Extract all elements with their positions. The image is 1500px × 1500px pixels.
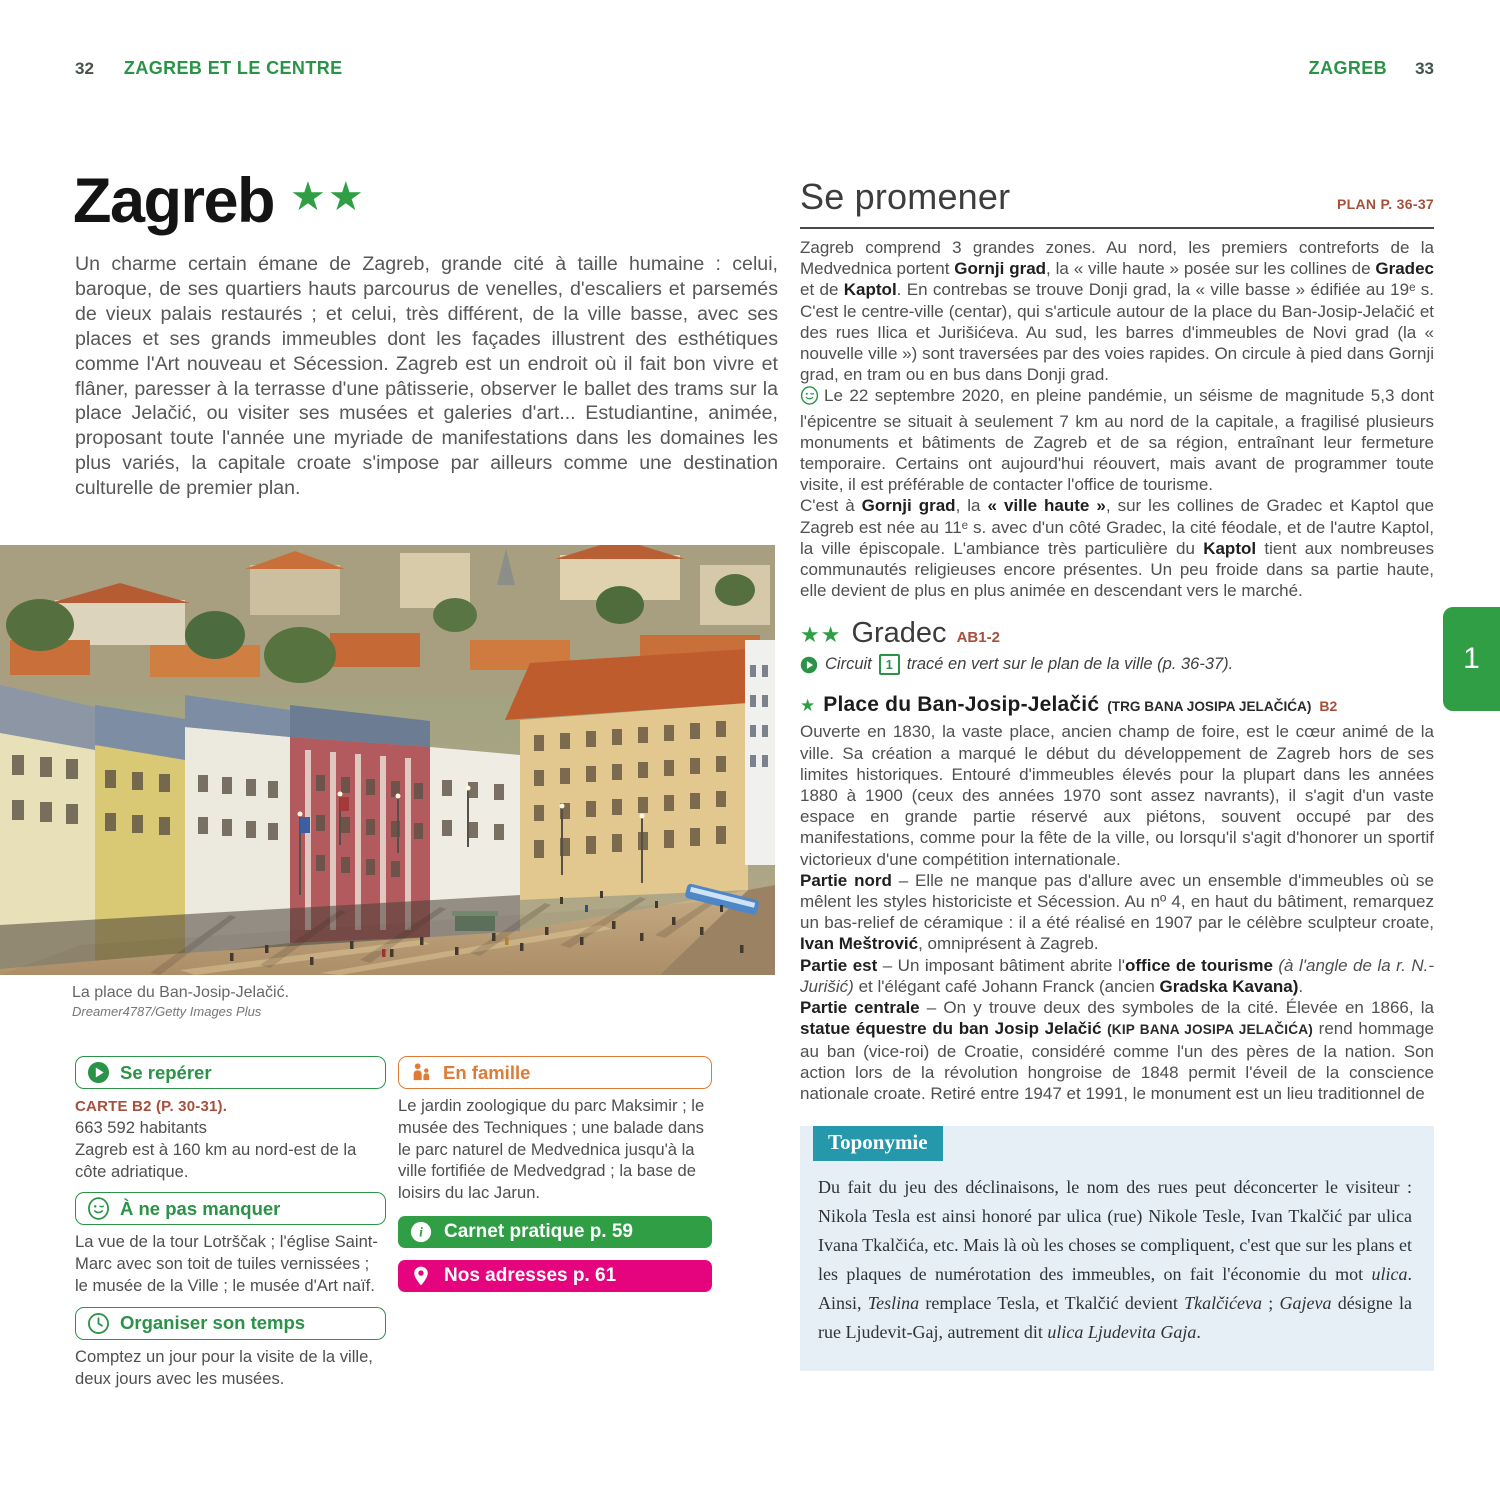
family-icon bbox=[410, 1061, 433, 1084]
paragraph-gornji: C'est à Gornji grad, la « ville haute », sur les collines de Gradec et Kaptol que Zagreb est née au 11ᵉ s. avec d'un côté Gradec, la cité féodale, et de l'autre Kaptol, la ville épiscopale. L'ambiance très particulière du Kaptol tient aux nombreuses communautés religieuses encore présentes. Un peu froide dans sa partie haute, elle devient de plus en plus animée en descendant vers le marché. bbox=[800, 496, 1434, 601]
caption-text: La place du Ban-Josip-Jelačić. bbox=[72, 984, 290, 1001]
carnet-pratique-button[interactable] bbox=[398, 1216, 712, 1248]
paragraph-place: Ouverte en 1830, la vaste place, ancien champ de foire, est le cœur animé de la ville. Sa création a marqué le début du développement de Zagreb hors de ses limites historiques. Entouré d'immeubles élevés pour la plupart dans les années 1880 à 1900 (ceux des années 1970 sont assez navrants), il s'agit d'un vaste espace en grande partie réservé aux piétons, souvent occupé par des manifestations, comme pour la fête de la ville, ou lorsqu'il s'agit d'honorer un sportif victorieux d'une compétition internationale. bbox=[800, 722, 1434, 869]
circuit-rest: tracé en vert sur le plan de la ville (p. 36-37). bbox=[906, 655, 1234, 674]
population: 663 592 habitants bbox=[75, 1118, 207, 1137]
en-famille-label: En famille bbox=[443, 1061, 531, 1083]
toponymie-box bbox=[800, 1126, 1434, 1371]
hero-photo bbox=[0, 545, 775, 975]
plan-reference[interactable]: PLAN P. 36-37 bbox=[1336, 196, 1434, 212]
gradec-title: Gradec bbox=[851, 617, 947, 650]
a-ne-pas-manquer-box bbox=[75, 1192, 386, 1225]
circuit-word: Circuit bbox=[825, 655, 872, 674]
practical-column-left bbox=[75, 1056, 386, 1389]
organiser-text: Comptez un jour pour la visite de la ville, deux jours avec les musées. bbox=[75, 1346, 373, 1388]
en-famille-box bbox=[398, 1056, 712, 1089]
left-folio: 32 bbox=[75, 59, 94, 78]
se-reperer-box bbox=[75, 1056, 386, 1089]
svg-text:i: i bbox=[419, 1224, 423, 1240]
place-title: Place du Ban-Josip-Jelačić bbox=[823, 693, 1100, 717]
toponymie-text: Du fait du jeu des déclinaisons, le nom des rues peut déconcerter le visiteur : Nikola Tesla est ainsi honoré par ulica (rue) Nikole Tesle, Ivan Tkalčić par ulica Ivana Tkalčića, etc. Mais là où les choses se compliquent, c'est que sur les plans et les plaques de numérotation des immeubles, on fait l'économie du mot ulica. Ainsi, Teslina remplace Tesla, et Tkalčić devient Tkalčićeva ; Gajeva désigne la rue Ljudevit-Gaj, autrement dit ulica Ljudevita Gaja. bbox=[818, 1177, 1412, 1343]
info-icon bbox=[410, 1221, 432, 1243]
paragraph-seisme-text: Le 22 septembre 2020, en pleine pandémie, un séisme de magnitude 5,3 dont l'épicentre se situait à seulement 7 km au nord de la capitale, a fragilisé plusieurs monuments et bâtiments de Zagreb et de sa région, entraînant leur fermeture temporaire. Certains ont aujourd'hui réouvert, mais avant de programmer toute visite, il est préférable de contacter l'office de tourisme. bbox=[800, 386, 1434, 495]
section-title: Se promener bbox=[800, 176, 1011, 217]
page-title bbox=[73, 165, 366, 237]
right-running-title: ZAGREB bbox=[1308, 58, 1388, 78]
paragraph-zones: Zagreb comprend 3 grandes zones. Au nord, les premiers contreforts de la Medvednica portent Gornji grad, la « ville haute » posée sur les collines de Gradec et de Kaptol. En contrebas se trouve Donji grad, la « ville basse » édifiée au 19ᵉ s. C'est le centre-ville (centar), qui s'articule autour de la place du Ban-Josip-Jelačić et des rues Ilica et Jurišićeva. Au sud, les barres d'immeubles de Novi grad (la « nouvelle ville ») sont traversées par des voies rapides. On circule à pied dans Gornji grad, en tram ou en bus dans Donji grad. bbox=[800, 238, 1434, 385]
square-photo-illustration bbox=[0, 545, 775, 975]
left-running-title: ZAGREB ET LE CENTRE bbox=[123, 58, 343, 78]
play-icon bbox=[800, 656, 818, 674]
pin-icon bbox=[410, 1265, 432, 1287]
paragraph-seisme bbox=[800, 385, 1434, 495]
map-reference[interactable]: CARTE B2 (P. 30-31). bbox=[75, 1098, 228, 1115]
city-title: Zagreb bbox=[73, 166, 275, 236]
right-folio: 33 bbox=[1415, 59, 1434, 78]
gradec-heading bbox=[800, 617, 1434, 650]
play-icon bbox=[87, 1061, 110, 1084]
circuit-reference[interactable] bbox=[800, 654, 1434, 675]
gradec-map-ref[interactable]: AB1-2 bbox=[956, 629, 1000, 647]
place-heading bbox=[800, 693, 1434, 717]
chapter-tab[interactable]: 1 bbox=[1443, 607, 1500, 711]
place-map-ref[interactable]: B2 bbox=[1319, 698, 1338, 715]
circuit-number-badge: 1 bbox=[879, 654, 900, 675]
paragraph-partie-est: Partie est – Un imposant bâtiment abrite l'office de tourisme (à l'angle de la r. N.-Jurišić) et l'élégant café Johann Franck (ancien Gradska Kavana). bbox=[800, 955, 1435, 996]
distance-info: Zagreb est à 160 km au nord-est de la côte adriatique. bbox=[75, 1139, 357, 1181]
practical-column-mid bbox=[398, 1056, 712, 1292]
photo-caption bbox=[72, 984, 289, 1019]
intro-paragraph: Un charme certain émane de Zagreb, grande cité à taille humaine : celui, baroque, de ses quartiers hauts parcourus de venelles, d'escaliers et parsemés de vieux palais restaurés ; et celui, très différent, de la ville basse, avec ses places et ses grands immeubles dont les façades illustrent des esthétiques comme l'Art nouveau et Sécession. Zagreb est un endroit où il fait bon vivre et flâner, paresser à la terrasse d'une pâtisserie, observer le ballet des trams sur la place Jelačić, ou visiter ses musées et galeries d'art... Estudiantine, animée, proposant toute l'année une myriade de manifestations dans les domaines les plus variés, la capitale croate s'impose par ailleurs comme une destination culturelle de premier plan. bbox=[75, 253, 778, 500]
section-header bbox=[800, 176, 1434, 229]
smiley-icon bbox=[800, 386, 819, 410]
nos-adresses-label: Nos adresses p. 61 bbox=[444, 1264, 617, 1286]
right-running-header bbox=[800, 58, 1434, 79]
place-croatian-name: (TRG BANA JOSIPA JELAČIĆA) bbox=[1107, 699, 1312, 715]
paragraph-partie-nord: Partie nord – Elle ne manque pas d'allure avec un ensemble d'immeubles où se mêlent les styles historiciste et Sécession. Au nº 4, en haut du bâtiment, remarquez un bas-relief de céramique : il a été réalisé en 1907 par le célèbre sculpteur croate, Ivan Meštrović, omniprésent à Zagreb. bbox=[800, 870, 1434, 954]
se-reperer-label: Se repérer bbox=[120, 1061, 212, 1083]
se-promener-column bbox=[800, 176, 1434, 1371]
a-ne-pas-manquer-text: La vue de la tour Lotrščak ; l'église Saint-Marc avec son toit de tuiles vernissées ; le musée de la Ville ; le musée d'Art naïf. bbox=[75, 1232, 378, 1295]
rating-star: ★ bbox=[800, 696, 816, 716]
caption-credit: Dreamer4787/Getty Images Plus bbox=[72, 1004, 262, 1019]
carnet-pratique-label: Carnet pratique p. 59 bbox=[444, 1220, 633, 1242]
a-ne-pas-manquer-label: À ne pas manquer bbox=[120, 1197, 281, 1219]
smiley-icon bbox=[87, 1197, 110, 1220]
left-running-header bbox=[75, 58, 343, 79]
nos-adresses-button[interactable] bbox=[398, 1260, 712, 1292]
organiser-box bbox=[75, 1307, 386, 1340]
rating-stars: ★★ bbox=[800, 622, 842, 648]
toponymie-label: Toponymie bbox=[813, 1126, 943, 1161]
rating-stars: ★★ bbox=[290, 175, 366, 219]
en-famille-text: Le jardin zoologique du parc Maksimir ; le musée des Techniques ; une balade dans le parc naturel de Medvednica jusqu'à la ville fortifiée de Medvedgrad ; la base de loisirs du lac Jarun. bbox=[398, 1096, 705, 1203]
paragraph-partie-centrale: Partie centrale – On y trouve deux des symboles de la cité. Élevée en 1866, la statue équestre du ban Josip Jelačić (KIP BANA JOSIPA JELAČIĆA) rend hommage au ban (vice-roi) de Croatie, considéré comme l'un des pères de la nation. Son action lors de la révolution hongroise de 1848 permit l'éveil de la conscience nationale croate. Retiré entre 1947 et 1991, le monument est un lieu traditionnel de bbox=[800, 998, 1434, 1103]
organiser-label: Organiser son temps bbox=[120, 1312, 306, 1334]
clock-icon bbox=[87, 1312, 110, 1335]
